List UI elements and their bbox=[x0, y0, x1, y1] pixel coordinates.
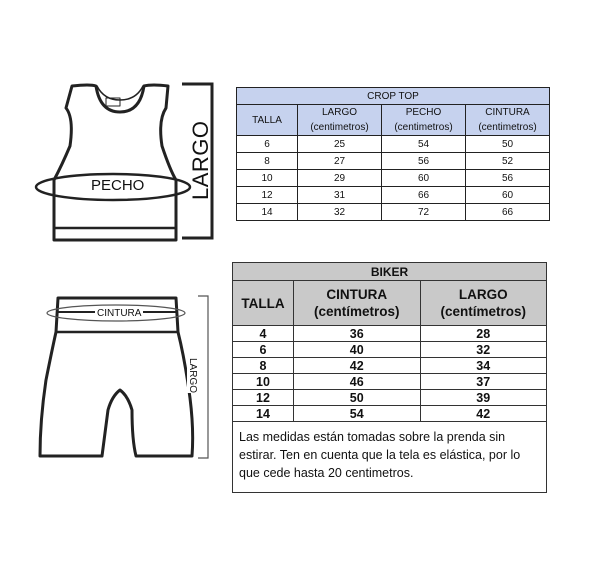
table-cell: 54 bbox=[294, 406, 421, 422]
table-row bbox=[237, 187, 550, 204]
table-cell: 46 bbox=[294, 374, 421, 390]
table-cell: 32 bbox=[420, 342, 547, 358]
biker-header-largo bbox=[420, 281, 547, 326]
table-cell: 32 bbox=[298, 204, 382, 221]
table-row bbox=[233, 390, 547, 406]
crop-header-cintura bbox=[466, 105, 550, 136]
biker-table-title: BIKER bbox=[233, 263, 547, 281]
table-row bbox=[233, 406, 547, 422]
crop-top-table-title: CROP TOP bbox=[237, 88, 550, 105]
crop-header-largo-line2: (centimetros) bbox=[310, 122, 369, 133]
table-row bbox=[237, 204, 550, 221]
table-cell: 6 bbox=[237, 136, 298, 153]
biker-length-label: LARGO bbox=[187, 358, 198, 394]
table-cell: 14 bbox=[237, 204, 298, 221]
table-cell: 54 bbox=[382, 136, 466, 153]
crop-header-talla: TALLA bbox=[237, 105, 298, 136]
table-row bbox=[233, 342, 547, 358]
crop-header-largo bbox=[298, 105, 382, 136]
crop-length-label: LARGO bbox=[188, 120, 213, 200]
biker-header-cintura-line2: (centímetros) bbox=[313, 304, 400, 319]
table-cell: 42 bbox=[294, 358, 421, 374]
table-cell: 56 bbox=[466, 170, 550, 187]
table-row bbox=[233, 326, 547, 342]
table-cell: 14 bbox=[233, 406, 294, 422]
table-cell: 66 bbox=[466, 204, 550, 221]
table-cell: 25 bbox=[298, 136, 382, 153]
table-cell: 60 bbox=[466, 187, 550, 204]
table-cell: 60 bbox=[382, 170, 466, 187]
table-cell: 34 bbox=[420, 358, 547, 374]
table-row bbox=[233, 374, 547, 390]
table-cell: 72 bbox=[382, 204, 466, 221]
table-cell: 10 bbox=[233, 374, 294, 390]
table-row bbox=[237, 170, 550, 187]
table-cell: 12 bbox=[237, 187, 298, 204]
biker-header-largo-line1: LARGO bbox=[458, 287, 508, 302]
crop-top-outline-icon bbox=[54, 85, 176, 240]
table-cell: 52 bbox=[466, 153, 550, 170]
biker-waist-label: CINTURA bbox=[97, 308, 142, 319]
biker-header-cintura bbox=[294, 281, 421, 326]
crop-chest-label: PECHO bbox=[91, 177, 145, 194]
table-cell: 50 bbox=[294, 390, 421, 406]
crop-header-cintura-line1: CINTURA bbox=[485, 107, 530, 118]
biker-length-bracket bbox=[198, 296, 208, 458]
table-row bbox=[237, 153, 550, 170]
table-row bbox=[233, 358, 547, 374]
table-cell: 40 bbox=[294, 342, 421, 358]
biker-header-talla: TALLA bbox=[233, 281, 294, 326]
table-cell: 27 bbox=[298, 153, 382, 170]
table-cell: 29 bbox=[298, 170, 382, 187]
table-cell: 36 bbox=[294, 326, 421, 342]
biker-note: Las medidas están tomadas sobre la prenda sin estirar. Ten en cuenta que la tela es elástica, por lo que cede hasta 20 centimetros. bbox=[233, 422, 547, 493]
crop-header-pecho-line2: (centimetros) bbox=[394, 122, 453, 133]
table-cell: 8 bbox=[237, 153, 298, 170]
table-cell: 6 bbox=[233, 342, 294, 358]
table-cell: 42 bbox=[420, 406, 547, 422]
table-cell: 4 bbox=[233, 326, 294, 342]
table-cell: 39 bbox=[420, 390, 547, 406]
table-cell: 28 bbox=[420, 326, 547, 342]
table-cell: 31 bbox=[298, 187, 382, 204]
crop-header-largo-line1: LARGO bbox=[321, 107, 357, 118]
crop-top-size-table bbox=[236, 87, 550, 221]
crop-header-cintura-line2: (centimetros) bbox=[478, 122, 537, 133]
table-cell: 10 bbox=[237, 170, 298, 187]
table-row bbox=[237, 136, 550, 153]
table-cell: 37 bbox=[420, 374, 547, 390]
biker-size-table bbox=[232, 262, 547, 493]
crop-header-pecho bbox=[382, 105, 466, 136]
biker-header-cintura-line1: CINTURA bbox=[326, 287, 388, 302]
table-cell: 66 bbox=[382, 187, 466, 204]
crop-header-pecho-line1: PECHO bbox=[405, 107, 442, 118]
table-cell: 50 bbox=[466, 136, 550, 153]
table-cell: 8 bbox=[233, 358, 294, 374]
biker-shorts-outline-icon bbox=[40, 298, 193, 456]
biker-header-largo-line2: (centímetros) bbox=[440, 304, 526, 319]
table-cell: 12 bbox=[233, 390, 294, 406]
table-cell: 56 bbox=[382, 153, 466, 170]
